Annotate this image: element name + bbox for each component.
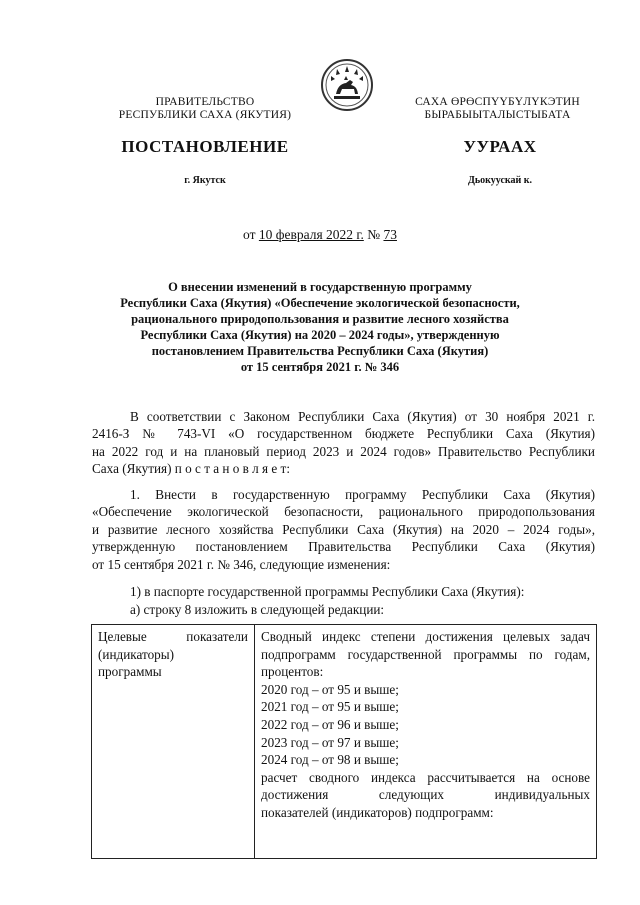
paragraph-line: В соответствии с Законом Республики Саха (Якутия) от 30 ноября 2021 г. <box>130 409 595 424</box>
paragraph-line: «Обеспечение экологической безопасности, рационального природопользования <box>92 504 595 520</box>
right-doc-type: УУРААХ <box>463 137 537 156</box>
table-row <box>92 625 597 859</box>
paragraph-line: Саха (Якутия) п о с т а н о в л я е т: <box>92 461 290 477</box>
left-org-name <box>100 96 310 122</box>
right-org-line: БЫРАБЫЫТАЛЫСТЫБАТА <box>424 109 571 121</box>
cell-line: (индикаторы) <box>98 646 175 662</box>
paragraph-line: 2416-З № 743-VI «О государственном бюджете Республики Саха (Якутия) <box>92 426 595 442</box>
row-item: а) строку 8 изложить в следующей редакции: <box>130 602 385 617</box>
document-title <box>60 279 580 375</box>
title-line: Республики Саха (Якутия) «Обеспечение экологической безопасности, <box>120 296 520 310</box>
cell-line: подпрограмм государственной программы по годам, <box>261 646 590 662</box>
number-prefix: № <box>363 227 384 242</box>
paragraph-line: 1. Внести в государственную программу Республики Саха (Якутия) <box>130 487 595 502</box>
cell-line: 2022 год – от 96 и выше; <box>261 716 399 732</box>
preamble-paragraph <box>92 408 595 478</box>
title-line: О внесении изменений в государственную программу <box>168 280 472 294</box>
paragraph-line: и развитие лесного хозяйства Республики Саха (Якутия) на 2020 – 2024 годы», <box>92 521 595 537</box>
left-org-line: ПРАВИТЕЛЬСТВО <box>155 96 255 108</box>
right-org-name <box>385 96 610 122</box>
cell-line: 2023 год – от 97 и выше; <box>261 734 399 750</box>
left-org-line: РЕСПУБЛИКИ САХА (ЯКУТИЯ) <box>118 109 292 121</box>
cell-line: расчет сводного индекса рассчитывается на основе <box>261 769 590 785</box>
passport-item: 1) в паспорте государственной программы Республики Саха (Якутия): <box>130 584 525 599</box>
document-date: 10 февраля 2022 г. <box>258 227 364 242</box>
cell-line: 2020 год – от 95 и выше; <box>261 681 399 697</box>
title-line: Республики Саха (Якутия) на 2020 – 2024 годы», утвержденную <box>140 328 500 342</box>
right-city: Дьокуускай к. <box>467 175 533 186</box>
indicators-table <box>91 624 597 859</box>
title-line: от 15 сентября 2021 г. № 346 <box>240 360 400 374</box>
yakutia-emblem-icon <box>320 58 374 117</box>
indicator-value-cell <box>255 625 597 859</box>
left-city: г. Якутск <box>184 175 226 186</box>
paragraph-line: на 2022 год и на плановый период 2023 и 2024 годов» Правительство Республики <box>92 443 595 459</box>
date-prefix: от <box>243 227 259 242</box>
cell-line: показателей (индикаторов) подпрограмм: <box>261 804 494 820</box>
cell-line: Сводный индекс степени достижения целевых задач <box>261 629 590 644</box>
left-doc-type: ПОСТАНОВЛЕНИЕ <box>121 137 289 156</box>
right-org-line: САХА ӨРӨСПҮҮБҮЛҮКЭТИН <box>415 96 580 108</box>
cell-line: 2021 год – от 95 и выше; <box>261 699 399 715</box>
paragraph-line: от 15 сентября 2021 г. № 346, следующие изменения: <box>92 556 391 572</box>
cell-line: достижения следующих индивидуальных <box>261 787 590 803</box>
date-line <box>0 227 640 243</box>
cell-line: 2024 год – от 98 и выше; <box>261 752 399 768</box>
amendment-paragraph <box>92 486 595 573</box>
cell-line: Целевые показатели <box>98 629 248 644</box>
paragraph-line: утвержденную постановлением Правительства Республики Саха (Якутия) <box>92 539 595 555</box>
document-number: 73 <box>383 227 397 242</box>
title-line: рационального природопользования и развитие лесного хозяйства <box>131 312 509 326</box>
indicator-label-cell <box>92 625 255 859</box>
title-line: постановлением Правительства Республики Саха (Якутия) <box>151 344 489 358</box>
cell-line: процентов: <box>261 664 324 680</box>
cell-line: программы <box>98 664 162 680</box>
